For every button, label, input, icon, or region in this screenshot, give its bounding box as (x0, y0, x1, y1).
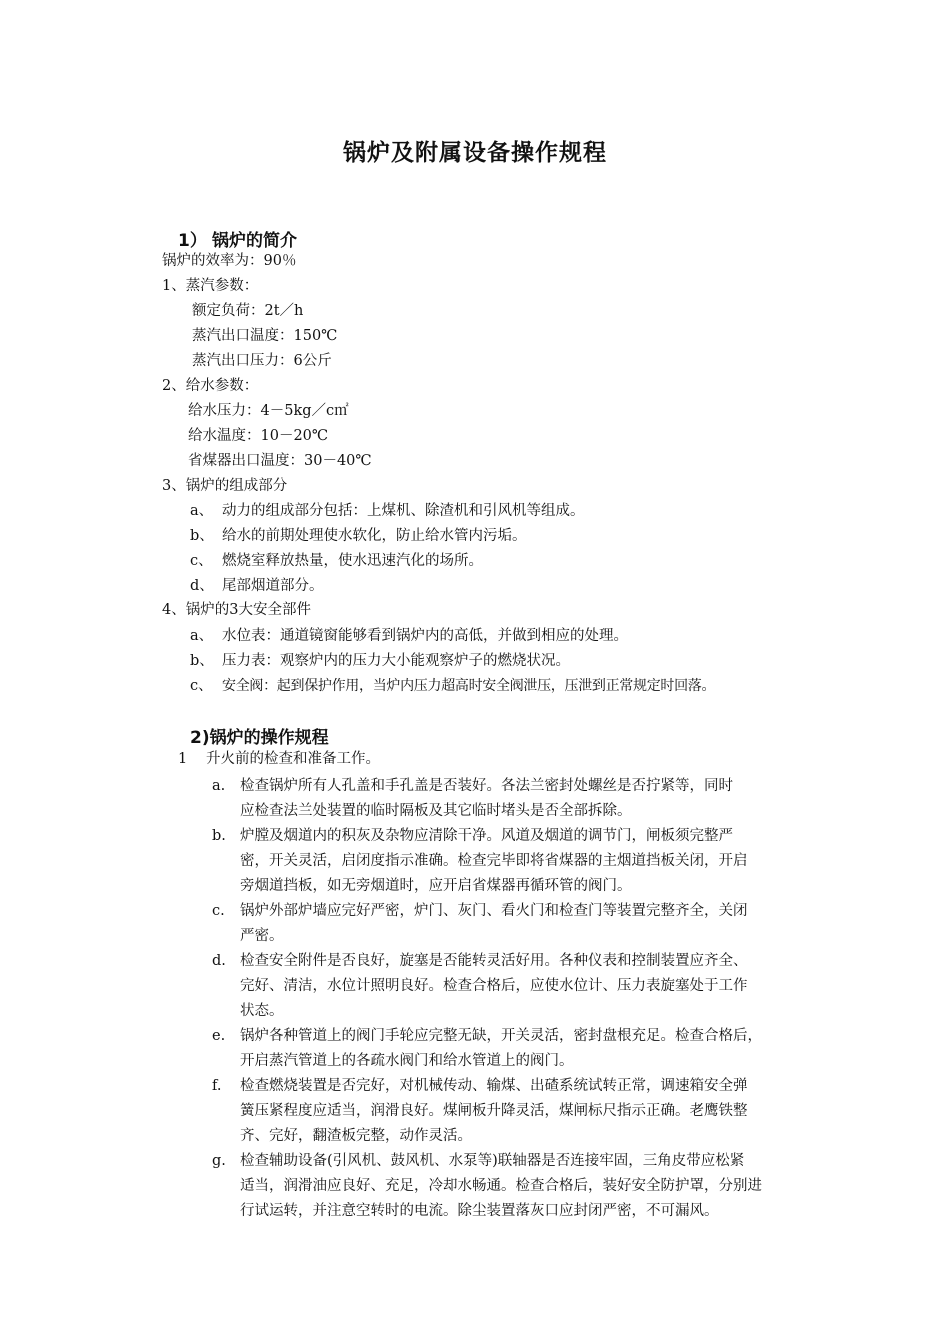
para-line: 检查安全附件是否良好，旋塞是否能转灵活好用。各种仪表和控制装置应齐全、 (240, 953, 748, 969)
list-marker: d、 (190, 578, 214, 594)
water-param-line: 给水温度：10－20℃ (188, 428, 329, 444)
para-line: 检查燃烧装置是否完好，对机械传动、输煤、出碴系统试转正常，调速箱安全弹 (240, 1078, 748, 1094)
list-marker: b、 (190, 528, 214, 544)
para-line: 开启蒸汽管道上的各疏水阀门和给水管道上的阀门。 (240, 1053, 574, 1069)
step-number: 1 (178, 751, 188, 767)
check-paragraph-b (240, 824, 748, 899)
safety-parts-label: 4、锅炉的3大安全部件 (162, 602, 311, 618)
list-marker: c、 (190, 553, 213, 569)
steam-params-label: 1、蒸汽参数： (162, 278, 259, 294)
para-marker: g. (212, 1153, 226, 1169)
document-title: 锅炉及附属设备操作规程 (343, 140, 607, 166)
steam-param-line: 蒸汽出口温度：150℃ (192, 328, 338, 344)
component-item: 动力的组成部分包括：上煤机、除渣机和引风机等组成。 (222, 503, 585, 519)
list-marker: b、 (190, 653, 214, 669)
component-item: 尾部烟道部分。 (222, 578, 324, 594)
check-paragraph-d (240, 949, 748, 1024)
para-line: 完好、清洁，水位计照明良好。检查合格后，应使水位计、压力表旋塞处于工作 (240, 978, 748, 994)
check-paragraph-g (240, 1149, 762, 1224)
para-line: 检查锅炉所有人孔盖和手孔盖是否装好。各法兰密封处螺丝是否拧紧等，同时 (240, 778, 733, 794)
section1-heading: 锅炉的简介 (212, 231, 297, 251)
para-line: 簧压紧程度应适当，润滑良好。煤闸板升降灵活，煤闸标尺指示正确。老鹰铁整 (240, 1103, 748, 1119)
steam-param-line: 蒸汽出口压力：6公斤 (192, 353, 332, 369)
steam-param-line: 额定负荷：2t／h (192, 303, 304, 319)
para-line: 检查辅助设备(引风机、鼓风机、水泵等)联轴器是否连接牢固，三角皮带应松紧 (240, 1153, 745, 1169)
check-paragraph-a (240, 774, 733, 824)
safety-part-item: 压力表：观察炉内的压力大小能观察炉子的燃烧状况。 (222, 653, 570, 669)
components-label: 3、锅炉的组成部分 (162, 478, 288, 494)
check-paragraph-c (240, 899, 748, 949)
safety-part-item: 水位表：通道镜窗能够看到锅炉内的高低，并做到相应的处理。 (222, 628, 628, 644)
list-marker: a、 (190, 628, 214, 644)
component-item: 给水的前期处理使水软化，防止给水管内污垢。 (222, 528, 527, 544)
section2-heading: 2)锅炉的操作规程 (190, 728, 329, 748)
para-marker: f. (212, 1078, 222, 1094)
para-line: 密，开关灵活，启闭度指示准确。检查完毕即将省煤器的主烟道挡板关闭，开启 (240, 853, 748, 869)
efficiency-line: 锅炉的效率为：90％ (162, 253, 297, 269)
para-line: 旁烟道挡板，如无旁烟道时，应开启省煤器再循环管的阀门。 (240, 878, 632, 894)
section1-heading-number: 1） (178, 231, 207, 251)
para-line: 齐、完好，翻渣板完整，动作灵活。 (240, 1128, 472, 1144)
para-line: 状态。 (240, 1003, 284, 1019)
para-line: 锅炉各种管道上的阀门手轮应完整无缺，开关灵活，密封盘根充足。检查合格后， (240, 1028, 762, 1044)
check-paragraph-f (240, 1074, 748, 1149)
safety-part-item: 安全阀：起到保护作用，当炉内压力超高时安全阀泄压，压泄到正常规定时回落。 (222, 678, 716, 694)
para-marker: c. (212, 903, 225, 919)
list-marker: a、 (190, 503, 214, 519)
para-line: 锅炉外部炉墙应完好严密，炉门、灰门、看火门和检查门等装置完整齐全，关闭 (240, 903, 748, 919)
water-param-line: 给水压力：4－5kg／c㎡ (188, 403, 349, 419)
para-marker: e. (212, 1028, 226, 1044)
component-item: 燃烧室释放热量，使水迅速汽化的场所。 (222, 553, 483, 569)
check-paragraph-e (240, 1024, 762, 1074)
para-line: 应检查法兰处装置的临时隔板及其它临时堵头是否全部拆除。 (240, 803, 632, 819)
para-marker: d. (212, 953, 226, 969)
para-line: 炉膛及烟道内的积灰及杂物应清除干净。风道及烟道的调节门，闸板须完整严 (240, 828, 733, 844)
para-line: 严密。 (240, 928, 284, 944)
list-marker: c、 (190, 678, 213, 694)
water-param-line: 省煤器出口温度：30－40℃ (188, 453, 372, 469)
water-params-label: 2、给水参数： (162, 378, 259, 394)
para-marker: b. (212, 828, 226, 844)
para-line: 适当，润滑油应良好、充足，冷却水畅通。检查合格后，装好安全防护罩，分别进 (240, 1178, 762, 1194)
step-text: 升火前的检查和准备工作。 (206, 751, 380, 767)
para-marker: a. (212, 778, 226, 794)
para-line: 行试运转，并注意空转时的电流。除尘装置落灰口应封闭严密，不可漏风。 (240, 1203, 719, 1219)
